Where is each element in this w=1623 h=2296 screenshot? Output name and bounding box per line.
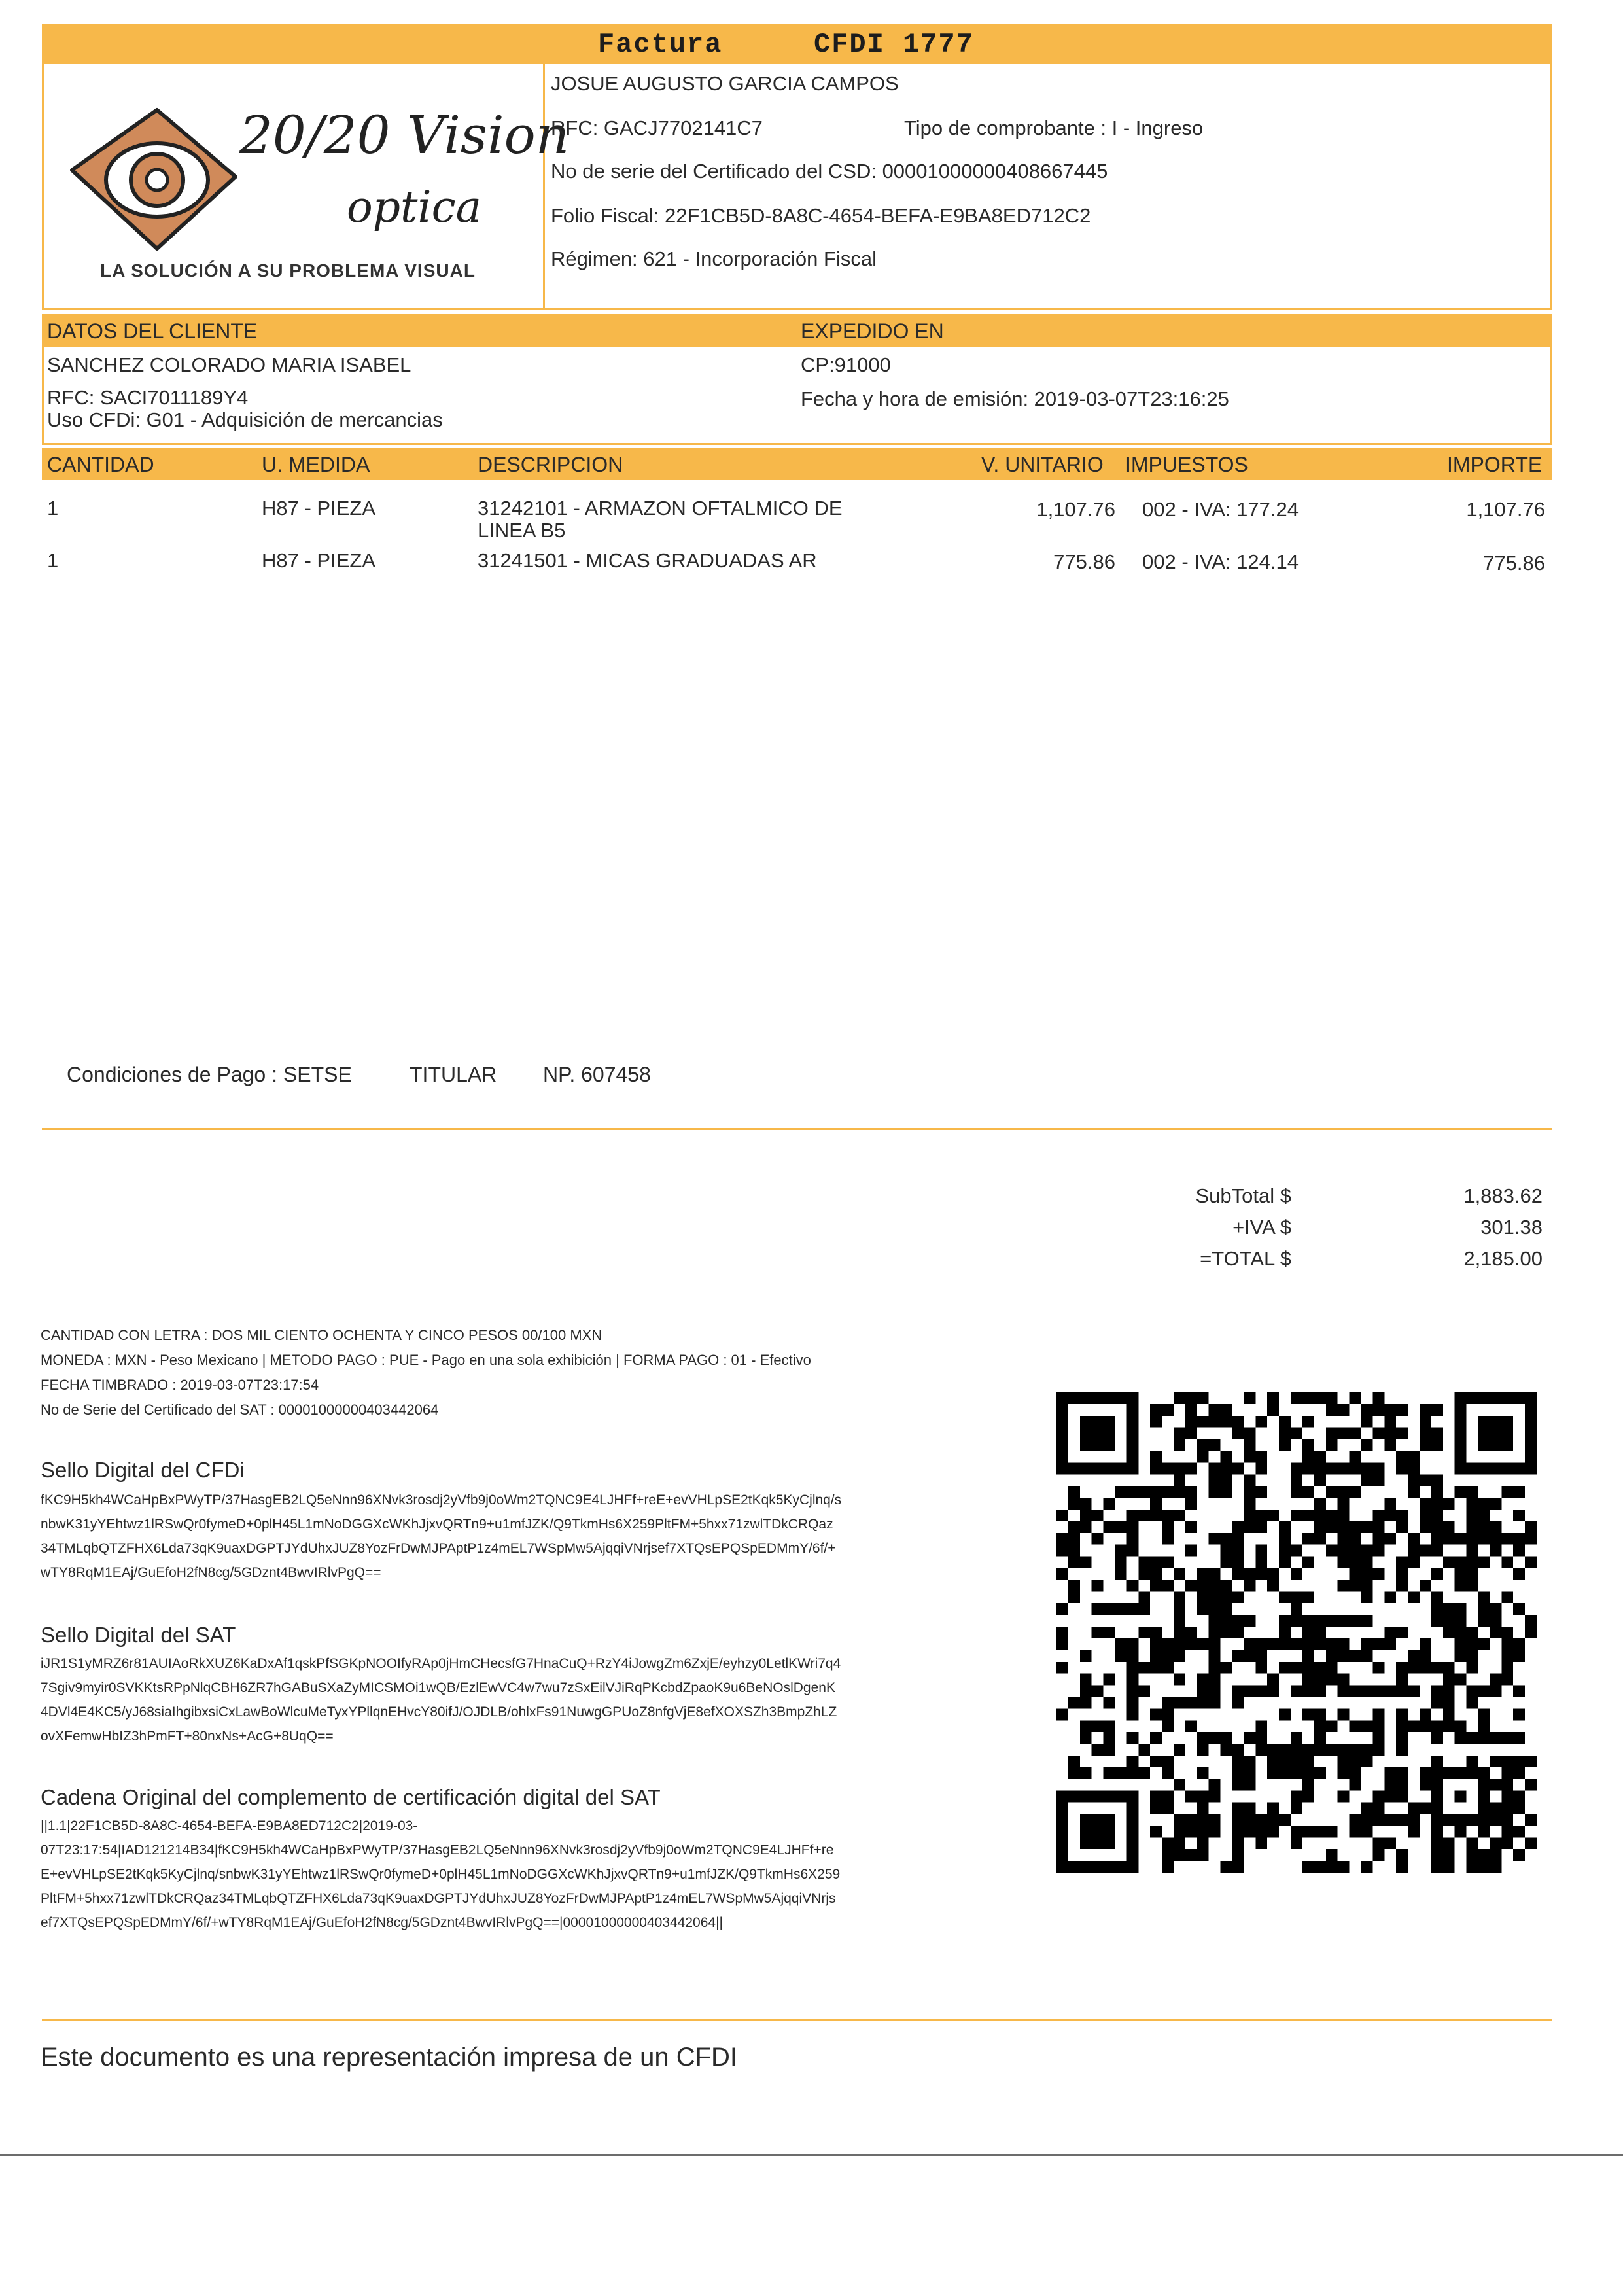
- sat-serial: No de Serie del Certificado del SAT : 00001000000403442064: [41, 1402, 439, 1418]
- row-description-cont: LINEA B5: [478, 519, 566, 542]
- col-description: DESCRIPCION: [478, 453, 623, 476]
- row-unit-price: 775.86: [1053, 550, 1115, 573]
- divider: [42, 1128, 1552, 1130]
- payment-conditions: Condiciones de Pago : SETSE: [67, 1063, 352, 1086]
- subtotal-label: SubTotal $: [1195, 1184, 1291, 1207]
- voucher-type: Tipo de comprobante : I - Ingreso: [904, 116, 1204, 139]
- currency-payment: MONEDA : MXN - Peso Mexicano | METODO PAGO : PUE - Pago en una sola exhibición | FORMA PAGO : 01 - Efectivo: [41, 1352, 811, 1368]
- footer-note: Este documento es una representación impresa de un CFDI: [41, 2043, 738, 2072]
- logo-tagline: LA SOLUCIÓN A SU PROBLEMA VISUAL: [100, 260, 476, 281]
- row-amount: 1,107.76: [1466, 498, 1545, 521]
- cfdi-seal-title: Sello Digital del CFDi: [41, 1458, 245, 1482]
- row-unit-price: 1,107.76: [1036, 498, 1115, 521]
- client-rfc: RFC: SACI7011189Y4: [47, 386, 249, 409]
- logo-text-optica: optica: [347, 182, 481, 232]
- items-header: [42, 448, 1552, 480]
- issuer-name: JOSUE AUGUSTO GARCIA CAMPOS: [551, 72, 899, 95]
- subtotal-value: 1,883.62: [1463, 1184, 1543, 1207]
- iva-value: 301.38: [1480, 1216, 1543, 1239]
- row-unit: H87 - PIEZA: [262, 549, 375, 572]
- row-amount: 775.86: [1483, 552, 1545, 574]
- amount-in-words: CANTIDAD CON LETRA : DOS MIL CIENTO OCHENTA Y CINCO PESOS 00/100 MXN: [41, 1327, 602, 1343]
- sat-seal: iJR1S1yMRZ6r81AUIAoRkXUZ6KaDxAf1qskPfSGKpNOOIfyRAp0jHmCHecsfG7HnaCuQ+RzY4iJowgZm6ZxjE/eyhzy0LetlKWri7q4 7Sgiv9myir0SVKKtsRPpNlqCBH6ZR7hGABuSXaZyMICSMOi1wQB/EzlEwVC4w7wu7zSxEilVJiRqPKcbdZpaoK9u6BeNOslDgenK 4DVl4E4KC5/yJ68siaIhgibxsiCxLawBoWlcuMeTyxYPllqnEHvcY80ifJ/OJDLB/ohlxFs91NuwgGPUoZ8nfgVjE8efXOXSZh3BmpZhLZ ovXFemwHbIZ3hPmFT+80nxNs+AcG+8UqQ==: [41, 1656, 841, 1744]
- fiscal-folio: Folio Fiscal: 22F1CB5D-8A8C-4654-BEFA-E9BA8ED712C2: [551, 204, 1091, 227]
- client-bar: [42, 314, 1552, 347]
- row-unit: H87 - PIEZA: [262, 497, 375, 520]
- issued-datetime: Fecha y hora de emisión: 2019-03-07T23:16:25: [801, 387, 1229, 410]
- iva-label: +IVA $: [1232, 1216, 1291, 1239]
- issued-section-label: EXPEDIDO EN: [801, 319, 944, 343]
- stamp-date: FECHA TIMBRADO : 2019-03-07T23:17:54: [41, 1377, 319, 1393]
- cfdi-seal: fKC9H5kh4WCaHpBxPWyTP/37HasgEB2LQ5eNnn96XNvk3rosdj2yVfb9j0oWm2TQNC9E4LJHFf+reE+evVHLpSE2tKqk5KyCjlnq/s nbwK31yYEhtwz1lRSwQr0fymeD+0plH45L1mNoDGGXcWKhJjxvQRTn9+u1mfJZK/Q9TkmHs6X259PltFM+5hxx71zwlTDkCRQaz 34TMLqbQTZFHX6Lda73qK9uaxDGPTJYdUhxJUZ8YozFrDwMJPAptP1z4mEL7WSpMw5AjqqiVNrjsef7XTQsEPQSpEDMmY/6f/+ wTY8RqM1EAj/GuEfoH2fN8cg/5GDznt4BwvIRlvPgQ==: [41, 1492, 842, 1580]
- row-qty: 1: [47, 549, 59, 572]
- divider: [42, 2019, 1552, 2021]
- payment-np: NP. 607458: [543, 1063, 651, 1086]
- col-unit-price: V. UNITARIO: [981, 453, 1104, 476]
- issued-cp: CP:91000: [801, 353, 891, 376]
- title-bar: [42, 24, 1552, 64]
- client-section-label: DATOS DEL CLIENTE: [47, 319, 258, 343]
- col-amount: IMPORTE: [1447, 453, 1543, 476]
- row-taxes: 002 - IVA: 177.24: [1142, 498, 1299, 521]
- csd-serial: No de serie del Certificado del CSD: 00001000000408667445: [551, 160, 1108, 183]
- sat-seal-title: Sello Digital del SAT: [41, 1623, 236, 1647]
- col-taxes: IMPUESTOS: [1125, 453, 1248, 476]
- total-value: 2,185.00: [1463, 1247, 1543, 1270]
- col-qty: CANTIDAD: [47, 453, 154, 476]
- client-cfdi-use: Uso CFDi: G01 - Adquisición de mercancias: [47, 408, 443, 431]
- page-edge-line: [0, 2154, 1623, 2156]
- row-description: 31241501 - MICAS GRADUADAS AR: [478, 549, 817, 572]
- row-qty: 1: [47, 497, 59, 520]
- qr-code-icon: [1056, 1392, 1537, 1873]
- fiscal-regime: Régimen: 621 - Incorporación Fiscal: [551, 247, 877, 270]
- col-unit: U. MEDIDA: [262, 453, 370, 476]
- document-type: Factura: [598, 29, 723, 60]
- row-taxes: 002 - IVA: 124.14: [1142, 550, 1299, 573]
- payment-holder: TITULAR: [410, 1063, 497, 1086]
- logo-text-vision: 20/20 Vision: [239, 105, 570, 166]
- issuer-rfc: RFC: GACJ7702141C7: [551, 116, 763, 139]
- row-description: 31242101 - ARMAZON OFTALMICO DE: [478, 497, 843, 520]
- total-label: =TOTAL $: [1200, 1247, 1291, 1270]
- chain-title: Cadena Original del complemento de certificación digital del SAT: [41, 1785, 661, 1809]
- document-number: CFDI 1777: [814, 29, 974, 60]
- original-chain: ||1.1|22F1CB5D-8A8C-4654-BEFA-E9BA8ED712C2|2019-03- 07T23:17:54|IAD121214B34|fKC9H5kh4WCaHpBxPWyTP/37HasgEB2LQ5eNnn96XNvk3rosdj2yVfb9j0oWm2TQNC9E4LJHFf+re E+evVHLpSE2tKqk5KyCjlnq/snbwK31yYEhtwz1lRSwQr0fymeD+0plH45L1mNoDGGXcWKhJjxvQRTn9+u1mfJZK/Q9TkmHs6X259 PltFM+5hxx71zwlTDkCRQaz34TMLqbQTZFHX6Lda73qK9uaxDGPTJYdUhxJUZ8YozFrDwMJPAptP1z4mEL7WSpMw5AjqqiVNrjs ef7XTQsEPQSpEDMmY/6f/+wTY8RqM1EAj/GuEfoH2fN8cg/5GDznt4BwvIRlvPgQ==|00001000000403442064||: [41, 1818, 841, 1930]
- issuer-divider: [543, 64, 545, 310]
- client-name: SANCHEZ COLORADO MARIA ISABEL: [47, 353, 411, 376]
